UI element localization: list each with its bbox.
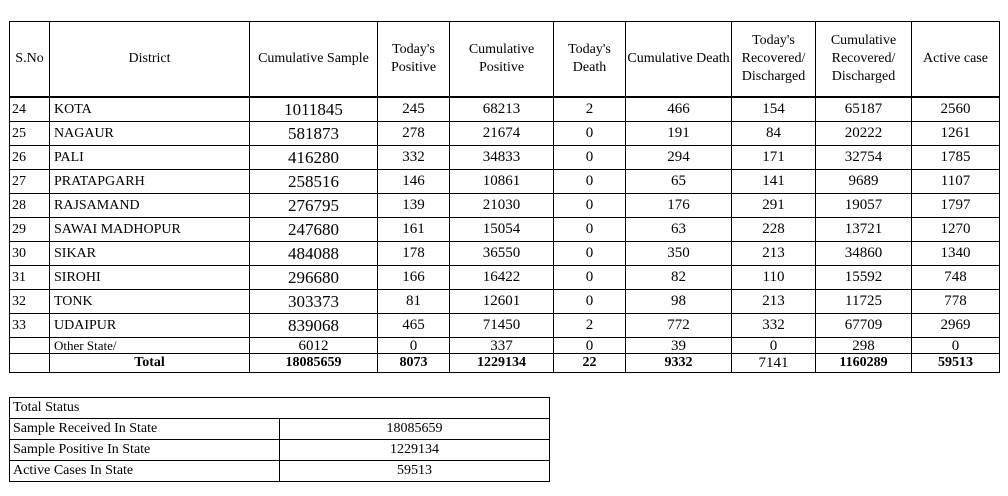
cell-today-positive: 161 <box>378 218 450 242</box>
table-row <box>10 194 1000 218</box>
total-cum-recovered: 1160289 <box>816 354 912 373</box>
cell-today-positive: 81 <box>378 290 450 314</box>
cell-cum-sample: 1011845 <box>250 97 378 122</box>
cell-cum-sample: 416280 <box>250 146 378 170</box>
cell-today-death: 2 <box>554 314 626 338</box>
total-cum-death: 9332 <box>626 354 732 373</box>
cell-cum-sample: 296680 <box>250 266 378 290</box>
cell-cum-sample: 276795 <box>250 194 378 218</box>
cell-cum-recovered: 65187 <box>816 97 912 122</box>
cell-district: TONK <box>50 290 250 314</box>
cell-cum-recovered: 20222 <box>816 122 912 146</box>
cell-sno: 31 <box>10 266 50 290</box>
total-status-table <box>9 397 550 482</box>
cell-today-recovered: 154 <box>732 97 816 122</box>
table-row <box>10 170 1000 194</box>
cell-cum-positive: 337 <box>450 338 554 354</box>
status-value: 1229134 <box>280 440 550 461</box>
cell-cum-death: 63 <box>626 218 732 242</box>
cell-today-positive: 166 <box>378 266 450 290</box>
cell-district: SIROHI <box>50 266 250 290</box>
cell-today-recovered: 171 <box>732 146 816 170</box>
cell-cum-death: 350 <box>626 242 732 266</box>
total-today-positive: 8073 <box>378 354 450 373</box>
cell-cum-positive: 15054 <box>450 218 554 242</box>
other-state-row <box>10 338 1000 354</box>
cell-cum-death: 294 <box>626 146 732 170</box>
cell-cum-sample: 581873 <box>250 122 378 146</box>
cell-district: PALI <box>50 146 250 170</box>
cell-today-positive: 465 <box>378 314 450 338</box>
cell-today-death: 0 <box>554 170 626 194</box>
cell-cum-death: 82 <box>626 266 732 290</box>
cell-cum-positive: 12601 <box>450 290 554 314</box>
table-row <box>10 314 1000 338</box>
status-value: 18085659 <box>280 419 550 440</box>
cell-today-death: 2 <box>554 97 626 122</box>
cell-cum-sample: 839068 <box>250 314 378 338</box>
cell-today-positive: 0 <box>378 338 450 354</box>
cell-today-death: 0 <box>554 266 626 290</box>
cell-cum-positive: 21030 <box>450 194 554 218</box>
cell-cum-recovered: 32754 <box>816 146 912 170</box>
cell-cum-positive: 34833 <box>450 146 554 170</box>
cell-cum-death: 466 <box>626 97 732 122</box>
cell-active: 0 <box>912 338 1000 354</box>
total-active: 59513 <box>912 354 1000 373</box>
cell-today-positive: 332 <box>378 146 450 170</box>
col-header-cum-positive: Cumulative Positive <box>450 22 554 98</box>
cell-today-death: 0 <box>554 194 626 218</box>
total-today-death: 22 <box>554 354 626 373</box>
cell-cum-death: 176 <box>626 194 732 218</box>
table-row <box>10 290 1000 314</box>
cell-today-recovered: 213 <box>732 242 816 266</box>
cell-today-positive: 245 <box>378 97 450 122</box>
cell-active: 1785 <box>912 146 1000 170</box>
cell-district: SAWAI MADHOPUR <box>50 218 250 242</box>
cell-active: 778 <box>912 290 1000 314</box>
cell-cum-sample: 303373 <box>250 290 378 314</box>
cell-today-recovered: 213 <box>732 290 816 314</box>
cell-today-positive: 278 <box>378 122 450 146</box>
table-row <box>10 218 1000 242</box>
cell-sno: 30 <box>10 242 50 266</box>
cell-cum-recovered: 19057 <box>816 194 912 218</box>
district-report-table <box>9 21 1000 373</box>
status-row <box>10 419 550 440</box>
cell-district: SIKAR <box>50 242 250 266</box>
cell-cum-recovered: 11725 <box>816 290 912 314</box>
cell-cum-recovered: 13721 <box>816 218 912 242</box>
cell-cum-sample: 247680 <box>250 218 378 242</box>
table-row <box>10 266 1000 290</box>
cell-cum-recovered: 34860 <box>816 242 912 266</box>
cell-sno: 26 <box>10 146 50 170</box>
total-label: Total <box>50 354 250 373</box>
status-value: 59513 <box>280 461 550 482</box>
cell-active: 1797 <box>912 194 1000 218</box>
cell-today-death: 0 <box>554 290 626 314</box>
cell-active: 2969 <box>912 314 1000 338</box>
total-today-recovered: 7141 <box>732 354 816 373</box>
cell-sno: 33 <box>10 314 50 338</box>
total-row <box>10 354 1000 373</box>
total-cum-positive: 1229134 <box>450 354 554 373</box>
cell-today-recovered: 141 <box>732 170 816 194</box>
cell-sno: 29 <box>10 218 50 242</box>
cell-cum-positive: 36550 <box>450 242 554 266</box>
cell-district: PRATAPGARH <box>50 170 250 194</box>
cell-cum-recovered: 15592 <box>816 266 912 290</box>
cell-cum-death: 772 <box>626 314 732 338</box>
cell-today-death: 0 <box>554 242 626 266</box>
col-header-today-positive: Today's Positive <box>378 22 450 98</box>
col-header-cum-death: Cumulative Death <box>626 22 732 98</box>
status-row <box>10 440 550 461</box>
cell-sno: 25 <box>10 122 50 146</box>
col-header-cum-sample: Cumulative Sample <box>250 22 378 98</box>
cell-district: UDAIPUR <box>50 314 250 338</box>
col-header-active: Active case <box>912 22 1000 98</box>
cell-active: 1107 <box>912 170 1000 194</box>
cell-sno: 32 <box>10 290 50 314</box>
cell-cum-death: 191 <box>626 122 732 146</box>
col-header-today-death: Today's Death <box>554 22 626 98</box>
cell-today-recovered: 0 <box>732 338 816 354</box>
status-title: Total Status <box>10 398 550 419</box>
cell-cum-sample: 258516 <box>250 170 378 194</box>
cell-cum-sample: 6012 <box>250 338 378 354</box>
col-header-sno: S.No <box>10 22 50 98</box>
cell-today-death: 0 <box>554 146 626 170</box>
cell-cum-positive: 71450 <box>450 314 554 338</box>
cell-sno: 28 <box>10 194 50 218</box>
total-cum-sample: 18085659 <box>250 354 378 373</box>
cell-sno <box>10 354 50 373</box>
cell-today-positive: 146 <box>378 170 450 194</box>
cell-cum-recovered: 9689 <box>816 170 912 194</box>
cell-cum-sample: 484088 <box>250 242 378 266</box>
cell-cum-death: 65 <box>626 170 732 194</box>
cell-sno <box>10 338 50 354</box>
cell-today-recovered: 332 <box>732 314 816 338</box>
cell-today-recovered: 84 <box>732 122 816 146</box>
status-label: Active Cases In State <box>10 461 280 482</box>
status-label: Sample Positive In State <box>10 440 280 461</box>
col-header-district: District <box>50 22 250 98</box>
cell-active: 748 <box>912 266 1000 290</box>
cell-today-death: 0 <box>554 122 626 146</box>
cell-cum-positive: 16422 <box>450 266 554 290</box>
cell-active: 1340 <box>912 242 1000 266</box>
cell-today-recovered: 291 <box>732 194 816 218</box>
cell-active: 2560 <box>912 97 1000 122</box>
cell-cum-positive: 21674 <box>450 122 554 146</box>
cell-cum-recovered: 298 <box>816 338 912 354</box>
status-row <box>10 461 550 482</box>
table-row <box>10 97 1000 122</box>
cell-active: 1261 <box>912 122 1000 146</box>
cell-cum-positive: 10861 <box>450 170 554 194</box>
cell-today-positive: 178 <box>378 242 450 266</box>
cell-cum-death: 39 <box>626 338 732 354</box>
status-header-row <box>10 398 550 419</box>
cell-today-death: 0 <box>554 338 626 354</box>
cell-district: NAGAUR <box>50 122 250 146</box>
cell-district: KOTA <box>50 97 250 122</box>
cell-sno: 27 <box>10 170 50 194</box>
table-row <box>10 242 1000 266</box>
cell-district: Other State/ <box>50 338 250 354</box>
cell-sno: 24 <box>10 97 50 122</box>
table-row <box>10 122 1000 146</box>
table-row <box>10 146 1000 170</box>
header-row <box>10 22 1000 98</box>
cell-cum-death: 98 <box>626 290 732 314</box>
cell-today-recovered: 110 <box>732 266 816 290</box>
cell-cum-positive: 68213 <box>450 97 554 122</box>
cell-cum-recovered: 67709 <box>816 314 912 338</box>
cell-today-recovered: 228 <box>732 218 816 242</box>
col-header-cum-recovered: Cumulative Recovered/ Discharged <box>816 22 912 98</box>
cell-active: 1270 <box>912 218 1000 242</box>
cell-district: RAJSAMAND <box>50 194 250 218</box>
col-header-today-recovered: Today's Recovered/ Discharged <box>732 22 816 98</box>
cell-today-death: 0 <box>554 218 626 242</box>
status-label: Sample Received In State <box>10 419 280 440</box>
cell-today-positive: 139 <box>378 194 450 218</box>
